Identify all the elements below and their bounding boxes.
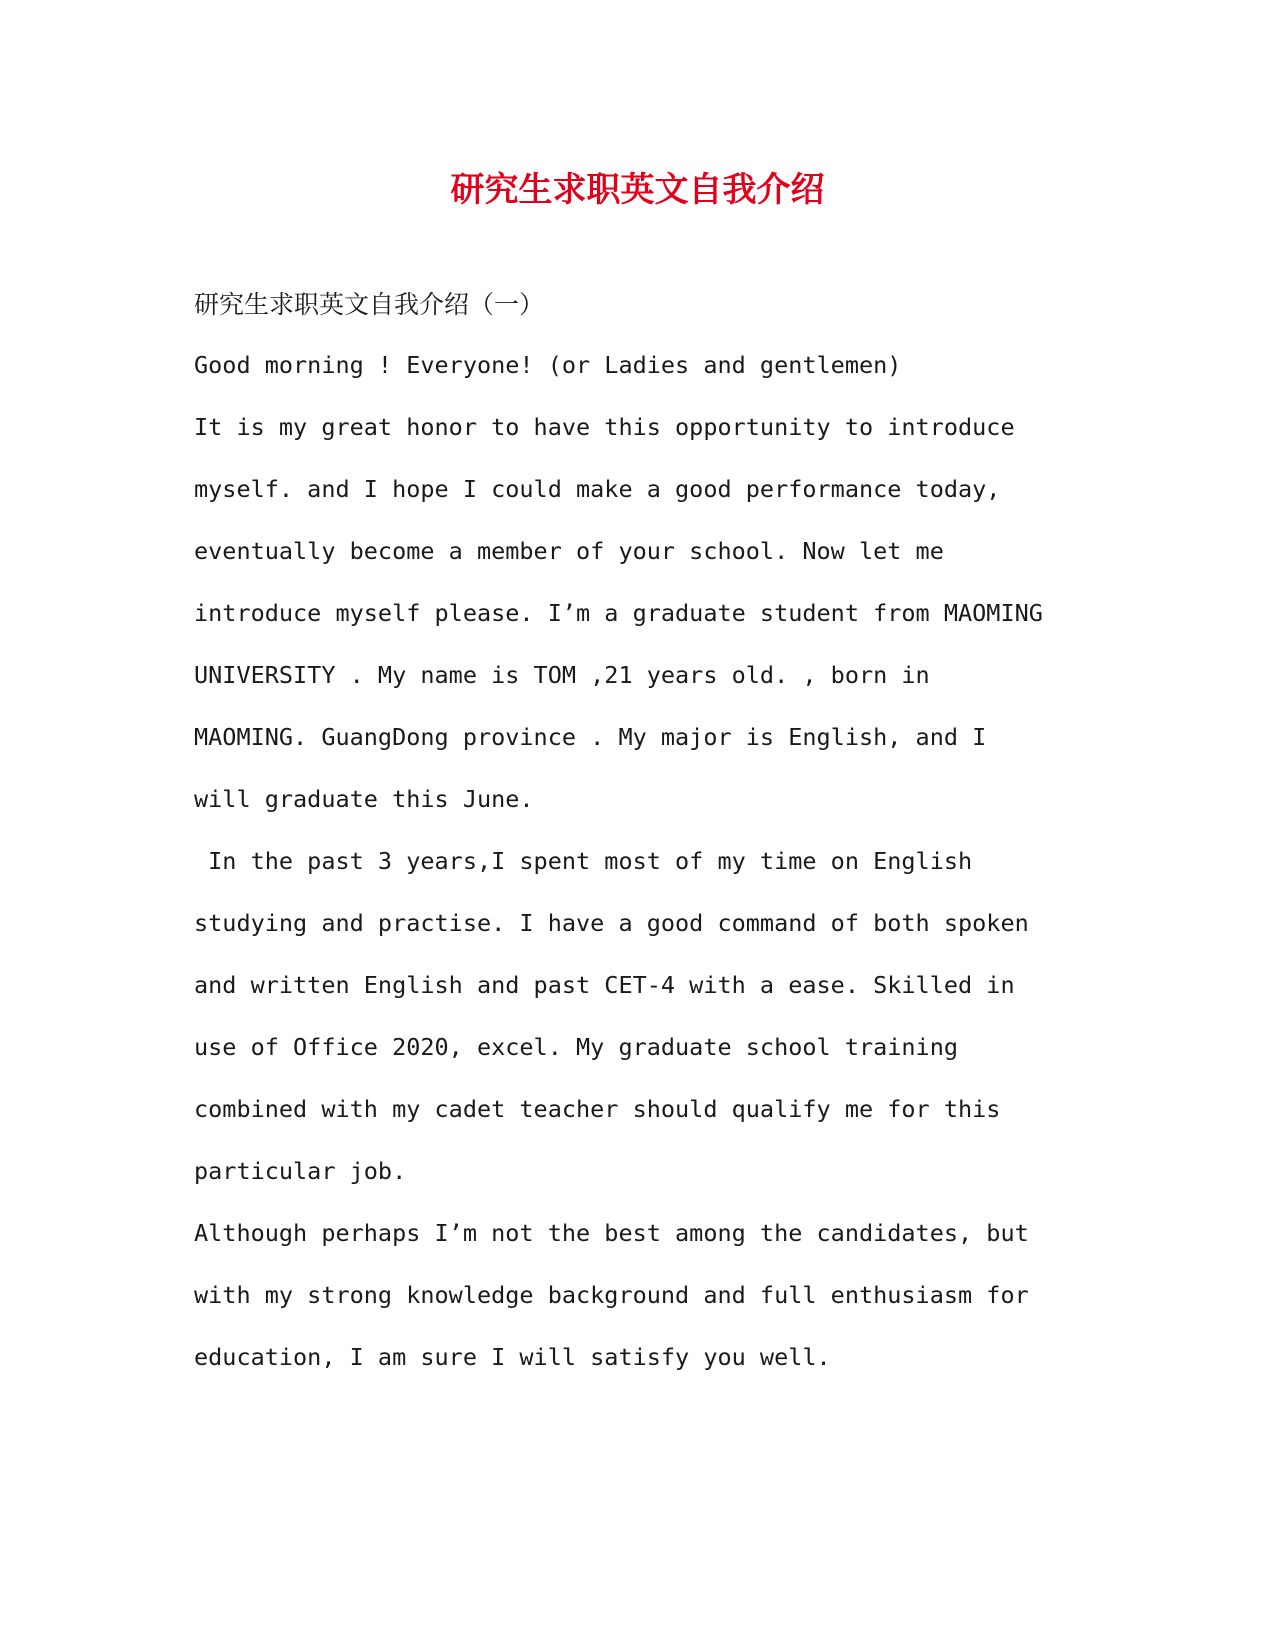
body-line-2: It is my great honor to have this opportunity to introduce — [194, 413, 1015, 441]
body-line-5: introduce myself please. I’m a graduate student from MAOMING — [194, 599, 1043, 627]
body-line-8: will graduate this June. — [194, 785, 534, 813]
body-line-14: particular job. — [194, 1157, 407, 1185]
body-line-12: use of Office 2020, excel. My graduate school training — [194, 1033, 959, 1061]
body-line-16: with my strong knowledge background and full enthusiasm for — [194, 1281, 1029, 1309]
document-title: 研究生求职英文自我介绍 — [450, 170, 825, 210]
body-line-9: In the past 3 years,I spent most of my time on English — [194, 847, 973, 875]
body-line-1: Good morning ! Everyone! (or Ladies and gentlemen) — [194, 351, 902, 379]
body-line-13: combined with my cadet teacher should qualify me for this — [194, 1095, 1001, 1123]
body-line-15: Although perhaps I’m not the best among the candidates, but — [194, 1219, 1029, 1247]
body-line-17: education, I am sure I will satisfy you well. — [194, 1343, 831, 1371]
body-line-6: UNIVERSITY . My name is TOM ,21 years old. , born in — [194, 661, 930, 689]
body-line-10: studying and practise. I have a good command of both spoken — [194, 909, 1029, 937]
body-line-4: eventually become a member of your school. Now let me — [194, 537, 944, 565]
section-heading: 研究生求职英文自我介绍（一） — [194, 290, 545, 319]
body-line-11: and written English and past CET-4 with a ease. Skilled in — [194, 971, 1015, 999]
body-line-3: myself. and I hope I could make a good performance today, — [194, 475, 1001, 503]
body-line-7: MAOMING. GuangDong province . My major is English, and I — [194, 723, 987, 751]
